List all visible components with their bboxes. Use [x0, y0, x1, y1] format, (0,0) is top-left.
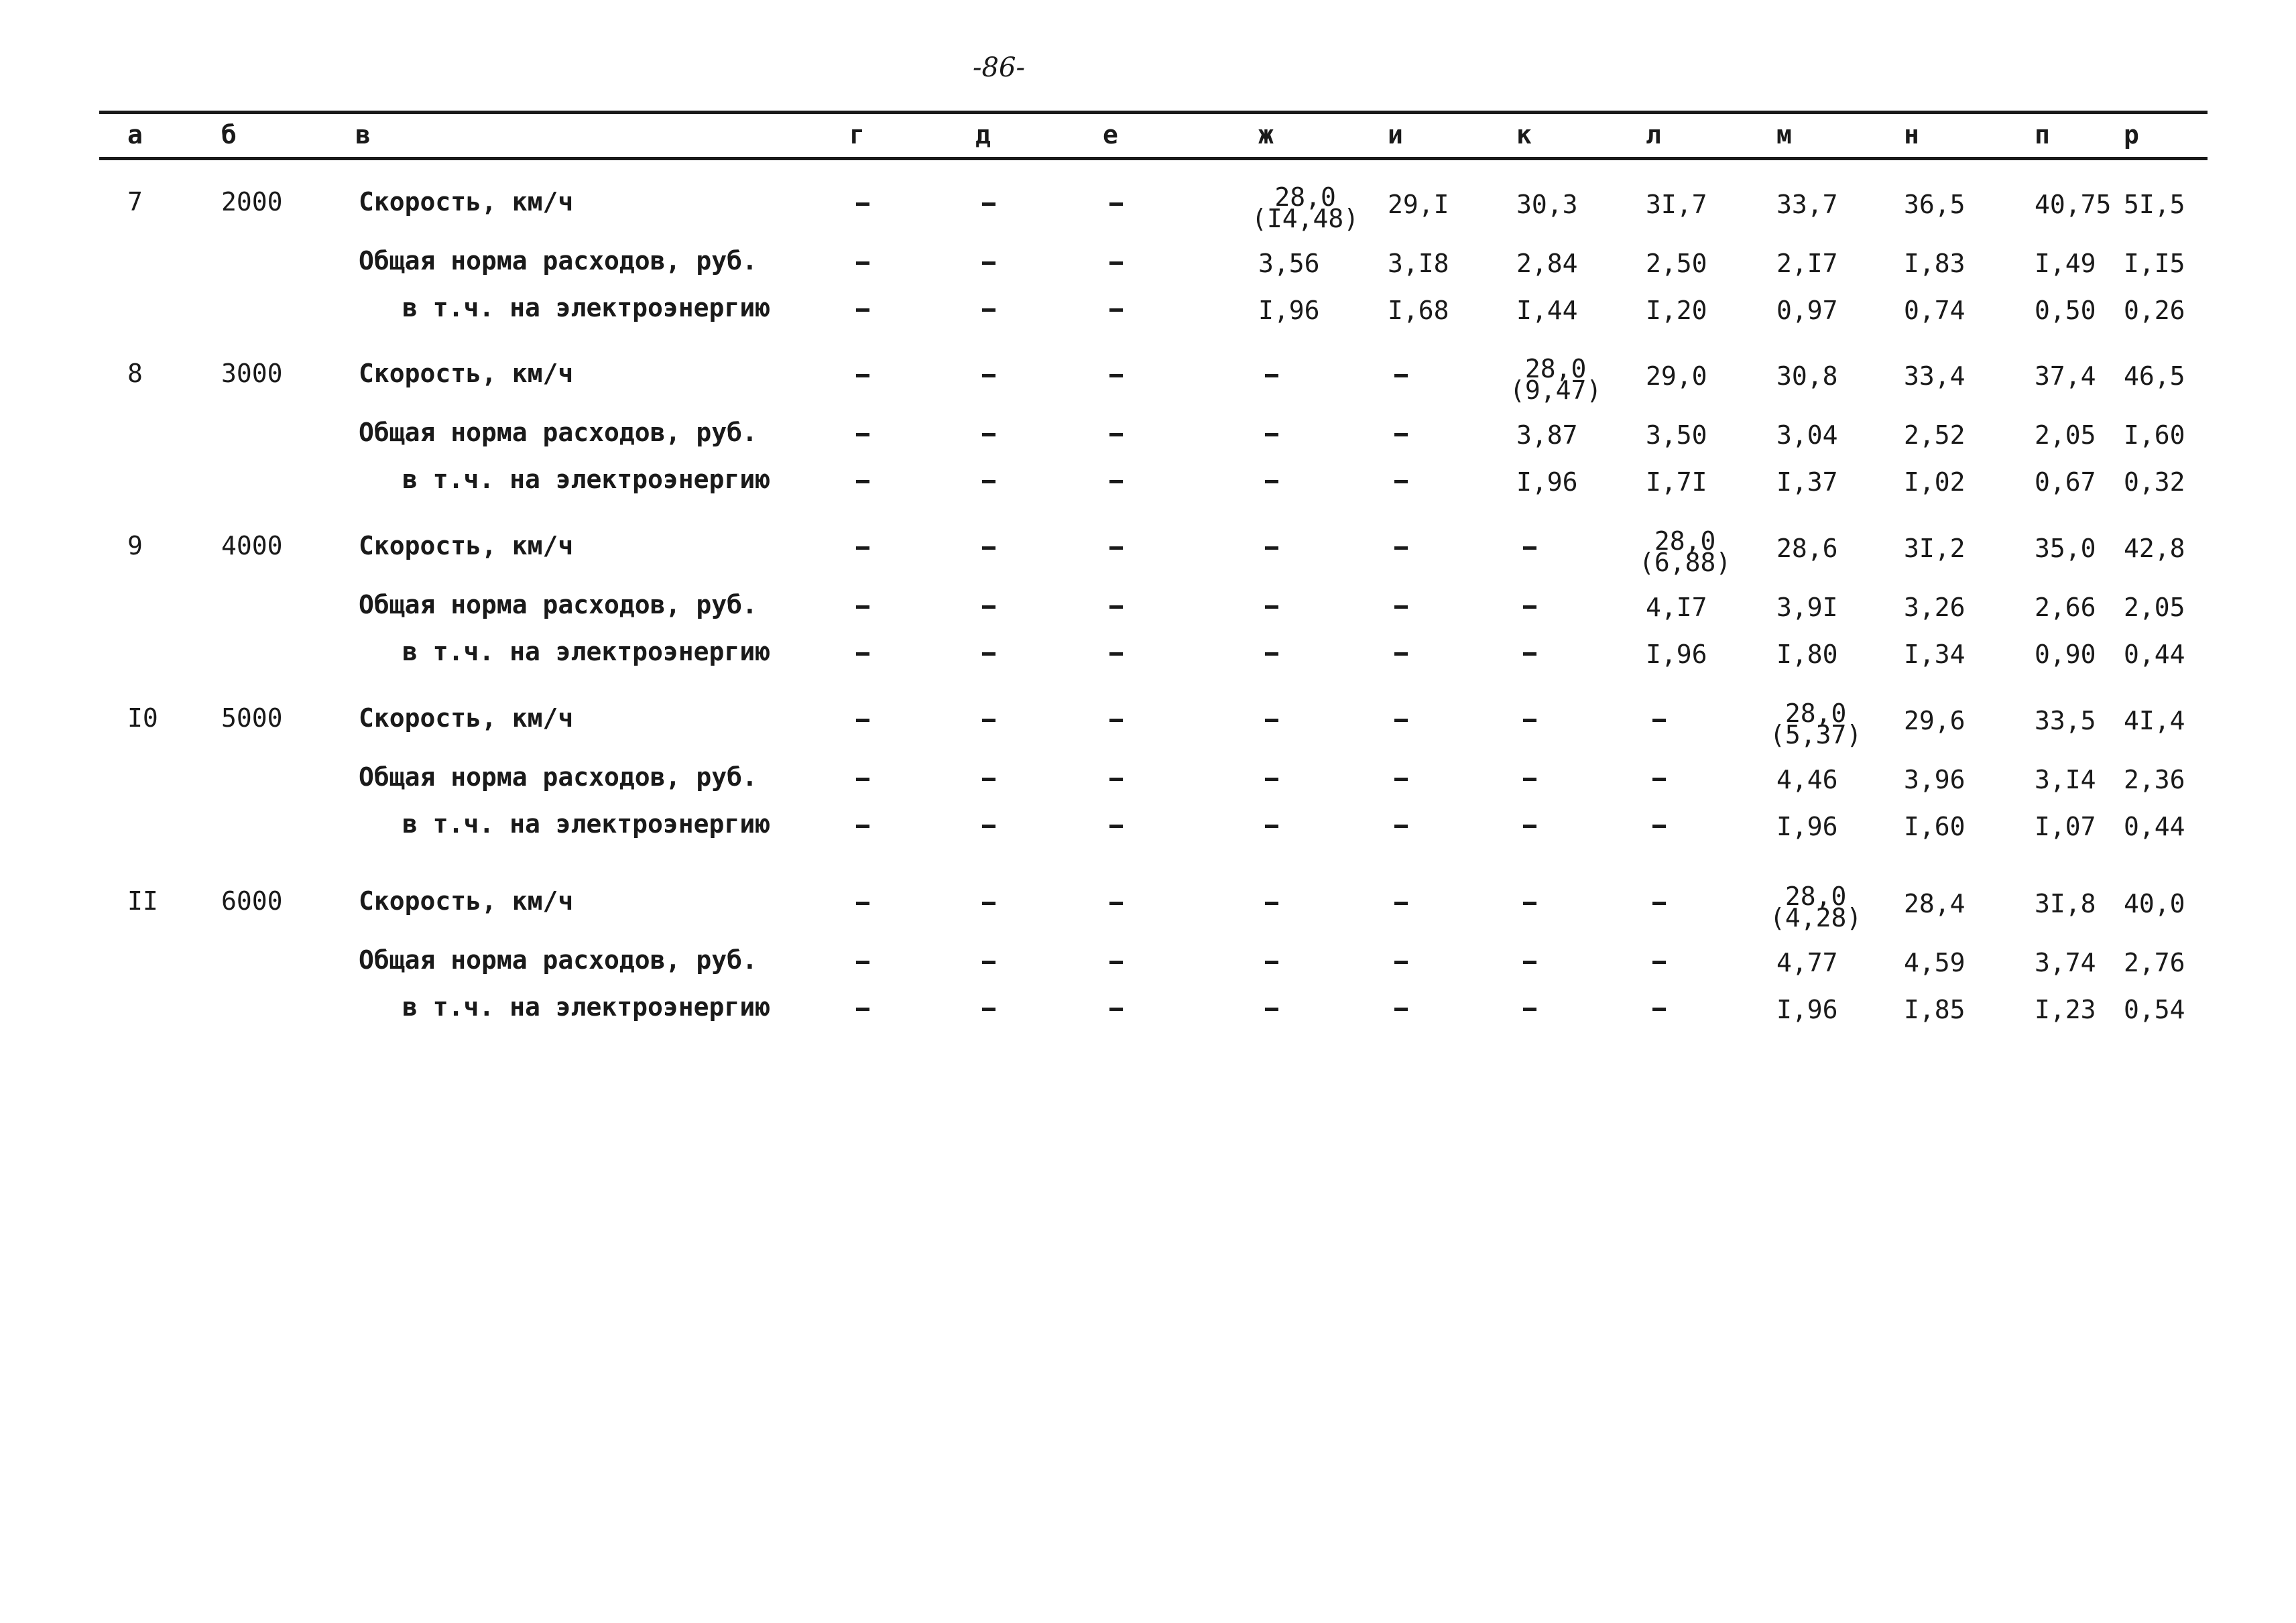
dash-mark — [1394, 825, 1408, 828]
elec-value: I,44 — [1516, 296, 1578, 325]
dash-mark — [1523, 825, 1536, 828]
speed-value: 37,4 — [2035, 361, 2096, 391]
dash-mark — [1523, 719, 1536, 722]
speed-value: 28,0 — [1524, 354, 1587, 383]
column-header: в — [355, 120, 371, 149]
column-header: е — [1103, 120, 1118, 149]
elec-value: 0,97 — [1776, 296, 1838, 325]
cost-value: 2,36 — [2124, 765, 2185, 794]
dash-mark — [982, 480, 995, 483]
speed-label: Скорость, км/ч — [359, 531, 574, 560]
dash-mark — [982, 719, 995, 722]
speed-label: Скорость, км/ч — [359, 703, 574, 733]
dash-mark — [1652, 902, 1666, 905]
dash-mark — [1652, 1008, 1666, 1011]
dash-mark — [982, 308, 995, 312]
speed-value: 29,I — [1388, 190, 1449, 219]
dash-mark — [856, 961, 869, 964]
cost-value: 3,04 — [1776, 420, 1838, 450]
dash-mark — [1394, 433, 1408, 436]
cost-value: 3,74 — [2035, 948, 2096, 977]
elec-value: I,20 — [1646, 296, 1707, 325]
speed-value: 3I,2 — [1904, 534, 1966, 563]
speed-value: 28,0 — [1274, 182, 1336, 212]
cost-value: 3,96 — [1904, 765, 1966, 794]
elec-label: в т.ч. на электроэнергию — [402, 637, 771, 666]
dash-mark — [982, 433, 995, 436]
speed-note: (5,37) — [1770, 720, 1862, 749]
speed-value: 33,7 — [1776, 190, 1838, 219]
cost-value: 2,76 — [2124, 948, 2185, 977]
dash-mark — [1109, 1008, 1123, 1011]
cost-value: 3,9I — [1776, 593, 1838, 622]
dash-mark — [1523, 778, 1536, 781]
speed-note: (I4,48) — [1252, 204, 1360, 233]
dash-mark — [856, 308, 869, 312]
elec-value: I,34 — [1904, 640, 1966, 669]
row-number: II — [127, 886, 158, 916]
elec-value: 0,74 — [1904, 296, 1966, 325]
dash-mark — [1652, 961, 1666, 964]
dash-mark — [1394, 546, 1408, 550]
dash-mark — [856, 902, 869, 905]
speed-value: 40,75 — [2035, 190, 2112, 219]
speed-value: 29,0 — [1646, 361, 1707, 391]
dash-mark — [982, 1008, 995, 1011]
cost-label: Общая норма расходов, руб. — [359, 246, 758, 276]
elec-value: I,02 — [1904, 467, 1966, 497]
elec-label: в т.ч. на электроэнергию — [402, 809, 771, 839]
speed-label: Скорость, км/ч — [359, 187, 574, 217]
cost-value: I,83 — [1904, 249, 1966, 278]
elec-label: в т.ч. на электроэнергию — [402, 992, 771, 1022]
dash-mark — [1109, 652, 1123, 656]
dash-mark — [1265, 546, 1278, 550]
speed-value: 28,4 — [1904, 889, 1966, 918]
elec-value: I,07 — [2035, 812, 2096, 841]
column-header: б — [221, 120, 237, 149]
elec-value: I,96 — [1646, 640, 1707, 669]
cost-value: 2,66 — [2035, 593, 2096, 622]
cost-value: 2,50 — [1646, 249, 1707, 278]
elec-value: I,96 — [1776, 812, 1838, 841]
dash-mark — [1523, 546, 1536, 550]
elec-value: I,80 — [1776, 640, 1838, 669]
load-value: 5000 — [221, 703, 283, 733]
column-header: п — [2035, 120, 2050, 149]
dash-mark — [1394, 480, 1408, 483]
dash-mark — [1394, 605, 1408, 609]
dash-mark — [1109, 719, 1123, 722]
dash-mark — [1523, 902, 1536, 905]
elec-value: I,96 — [1258, 296, 1320, 325]
speed-value: 28,0 — [1654, 526, 1716, 556]
speed-value: 35,0 — [2035, 534, 2096, 563]
dash-mark — [1652, 825, 1666, 828]
dash-mark — [982, 605, 995, 609]
cost-value: 3,I8 — [1388, 249, 1449, 278]
speed-value: 40,0 — [2124, 889, 2185, 918]
cost-value: 3,26 — [1904, 593, 1966, 622]
dash-mark — [982, 546, 995, 550]
cost-value: 2,52 — [1904, 420, 1966, 450]
dash-mark — [1394, 719, 1408, 722]
dash-mark — [982, 202, 995, 206]
speed-value: 33,4 — [1904, 361, 1966, 391]
cost-value: 4,77 — [1776, 948, 1838, 977]
cost-value: I,60 — [2124, 420, 2185, 450]
dash-mark — [1523, 605, 1536, 609]
dash-mark — [1523, 1008, 1536, 1011]
speed-value-cell — [1510, 354, 1602, 405]
dash-mark — [1109, 961, 1123, 964]
speed-label: Скорость, км/ч — [359, 886, 574, 916]
elec-value: I,96 — [1776, 995, 1838, 1024]
speed-value-cell — [1770, 882, 1862, 933]
dash-mark — [856, 778, 869, 781]
column-header: л — [1646, 120, 1661, 149]
dash-mark — [856, 1008, 869, 1011]
elec-value: 0,32 — [2124, 467, 2185, 497]
column-header: а — [127, 120, 143, 149]
elec-value: I,7I — [1646, 467, 1707, 497]
elec-value: I,96 — [1516, 467, 1578, 497]
elec-label: в т.ч. на электроэнергию — [402, 293, 771, 322]
elec-value: I,68 — [1388, 296, 1449, 325]
speed-value: 30,8 — [1776, 361, 1838, 391]
dash-mark — [1394, 374, 1408, 377]
elec-label: в т.ч. на электроэнергию — [402, 465, 771, 494]
dash-mark — [1109, 261, 1123, 265]
elec-value: 0,90 — [2035, 640, 2096, 669]
dash-mark — [856, 652, 869, 656]
cost-value: 4,46 — [1776, 765, 1838, 794]
load-value: 6000 — [221, 886, 283, 916]
speed-value: 30,3 — [1516, 190, 1578, 219]
dash-mark — [1265, 652, 1278, 656]
dash-mark — [1265, 605, 1278, 609]
dash-mark — [1109, 902, 1123, 905]
dash-mark — [1265, 480, 1278, 483]
dash-mark — [856, 480, 869, 483]
speed-value: 46,5 — [2124, 361, 2185, 391]
cost-value: I,I5 — [2124, 249, 2185, 278]
elec-value: 0,26 — [2124, 296, 2185, 325]
load-value: 2000 — [221, 187, 283, 217]
dash-mark — [856, 261, 869, 265]
speed-value: 5I,5 — [2124, 190, 2185, 219]
speed-value: 4I,4 — [2124, 706, 2185, 735]
speed-value: 33,5 — [2035, 706, 2096, 735]
dash-mark — [1265, 778, 1278, 781]
dash-mark — [856, 719, 869, 722]
dash-mark — [1109, 374, 1123, 377]
speed-value: 28,0 — [1785, 699, 1847, 728]
speed-value: 42,8 — [2124, 534, 2185, 563]
speed-value: 36,5 — [1904, 190, 1966, 219]
cost-value: 3,56 — [1258, 249, 1320, 278]
elec-value: 0,50 — [2035, 296, 2096, 325]
dash-mark — [982, 778, 995, 781]
dash-mark — [1109, 202, 1123, 206]
load-value: 4000 — [221, 531, 283, 560]
speed-value-cell — [1770, 699, 1862, 749]
column-header: м — [1776, 120, 1792, 149]
dash-mark — [1394, 652, 1408, 656]
column-header: и — [1388, 120, 1403, 149]
cost-value: 2,05 — [2035, 420, 2096, 450]
dash-mark — [856, 374, 869, 377]
page-number: -86- — [973, 52, 1025, 83]
dash-mark — [1109, 308, 1123, 312]
dash-mark — [1265, 719, 1278, 722]
dash-mark — [1652, 778, 1666, 781]
cost-value: 3,87 — [1516, 420, 1578, 450]
dash-mark — [1523, 652, 1536, 656]
dash-mark — [856, 433, 869, 436]
dash-mark — [1265, 825, 1278, 828]
dash-mark — [982, 652, 995, 656]
cost-value: 4,59 — [1904, 948, 1966, 977]
dash-mark — [1394, 778, 1408, 781]
dash-mark — [856, 202, 869, 206]
dash-mark — [856, 825, 869, 828]
elec-value: I,23 — [2035, 995, 2096, 1024]
speed-label: Скорость, км/ч — [359, 359, 574, 388]
elec-value: 0,67 — [2035, 467, 2096, 497]
dash-mark — [982, 261, 995, 265]
dash-mark — [1109, 778, 1123, 781]
cost-value: 3,50 — [1646, 420, 1707, 450]
dash-mark — [1394, 961, 1408, 964]
dash-mark — [1265, 961, 1278, 964]
speed-value: 29,6 — [1904, 706, 1966, 735]
elec-value: 0,44 — [2124, 812, 2185, 841]
speed-note: (6,88) — [1639, 548, 1732, 577]
column-header: н — [1904, 120, 1919, 149]
speed-value: 3I,8 — [2035, 889, 2096, 918]
load-value: 3000 — [221, 359, 283, 388]
elec-value: 0,54 — [2124, 995, 2185, 1024]
dash-mark — [982, 825, 995, 828]
dash-mark — [1109, 825, 1123, 828]
speed-value-cell — [1252, 182, 1360, 233]
cost-label: Общая норма расходов, руб. — [359, 418, 758, 447]
dash-mark — [982, 961, 995, 964]
dash-mark — [856, 546, 869, 550]
dash-mark — [1109, 605, 1123, 609]
speed-value: 3I,7 — [1646, 190, 1707, 219]
dash-mark — [1265, 902, 1278, 905]
speed-value: 28,6 — [1776, 534, 1838, 563]
dash-mark — [1652, 719, 1666, 722]
elec-value: I,85 — [1904, 995, 1966, 1024]
column-header: г — [849, 120, 865, 149]
speed-value-cell — [1639, 526, 1732, 577]
cost-label: Общая норма расходов, руб. — [359, 945, 758, 975]
speed-note: (4,28) — [1770, 903, 1862, 933]
cost-value: 2,05 — [2124, 593, 2185, 622]
dash-mark — [1265, 1008, 1278, 1011]
speed-value: 28,0 — [1785, 882, 1847, 911]
table-header-rule — [99, 157, 2208, 160]
dash-mark — [1109, 480, 1123, 483]
elec-value: I,37 — [1776, 467, 1838, 497]
cost-label: Общая норма расходов, руб. — [359, 590, 758, 619]
column-header: ж — [1258, 120, 1274, 149]
column-header: д — [975, 120, 991, 149]
dash-mark — [1523, 961, 1536, 964]
dash-mark — [1265, 433, 1278, 436]
row-number: I0 — [127, 703, 158, 733]
column-header: к — [1516, 120, 1532, 149]
dash-mark — [1109, 433, 1123, 436]
cost-label: Общая норма расходов, руб. — [359, 762, 758, 792]
cost-value: 4,I7 — [1646, 593, 1707, 622]
elec-value: 0,44 — [2124, 640, 2185, 669]
elec-value: I,60 — [1904, 812, 1966, 841]
row-number: 7 — [127, 187, 143, 217]
cost-value: 3,I4 — [2035, 765, 2096, 794]
dash-mark — [1394, 1008, 1408, 1011]
dash-mark — [982, 374, 995, 377]
table-top-rule — [99, 111, 2208, 114]
row-number: 8 — [127, 359, 143, 388]
dash-mark — [1265, 374, 1278, 377]
dash-mark — [1394, 902, 1408, 905]
column-header: р — [2124, 120, 2139, 149]
dash-mark — [982, 902, 995, 905]
cost-value: 2,84 — [1516, 249, 1578, 278]
speed-note: (9,47) — [1510, 375, 1602, 405]
cost-value: 2,I7 — [1776, 249, 1838, 278]
row-number: 9 — [127, 531, 143, 560]
cost-value: I,49 — [2035, 249, 2096, 278]
dash-mark — [856, 605, 869, 609]
dash-mark — [1109, 546, 1123, 550]
